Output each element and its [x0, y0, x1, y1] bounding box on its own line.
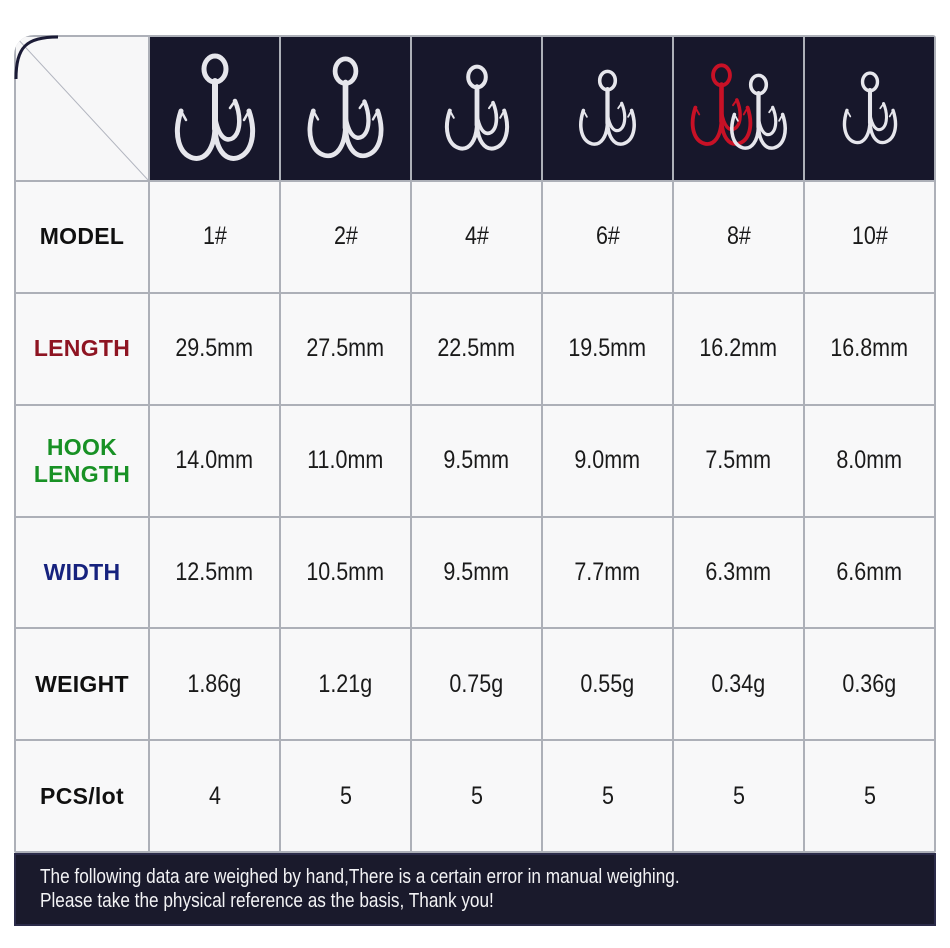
value-cell [805, 741, 934, 851]
column-header-hook-2 [281, 37, 410, 180]
weight-value: 0.75g [449, 669, 504, 698]
weight-value: 0.36g [842, 669, 897, 698]
spec-table [14, 35, 936, 853]
treble-hook-icon [723, 73, 794, 153]
value-cell [281, 741, 410, 851]
pcs-value: 4 [208, 781, 221, 810]
length-value: 29.5mm [175, 334, 254, 363]
hook-length-value: 9.0mm [574, 446, 641, 475]
value-cell [412, 294, 541, 404]
value-cell [412, 182, 541, 292]
value-cell [412, 629, 541, 739]
width-value: 10.5mm [306, 557, 385, 586]
footnote-bar [14, 853, 936, 926]
value-cell [805, 518, 934, 628]
value-cell [805, 406, 934, 516]
pcs-value: 5 [732, 781, 745, 810]
length-value: 19.5mm [568, 334, 647, 363]
value-cell [543, 741, 672, 851]
value-cell [412, 741, 541, 851]
pcs-value: 5 [863, 781, 876, 810]
treble-hook-icon [165, 53, 265, 165]
pcs-value: 5 [601, 781, 614, 810]
value-cell [805, 294, 934, 404]
value-cell [674, 406, 803, 516]
row-label-length: LENGTH [33, 335, 131, 362]
value-cell [412, 518, 541, 628]
row-label-hook-length: HOOK LENGTH [33, 433, 131, 487]
length-value: 27.5mm [306, 334, 385, 363]
value-cell [543, 518, 672, 628]
value-cell [281, 294, 410, 404]
model-value: 1# [202, 222, 227, 251]
value-cell [150, 406, 279, 516]
weight-value: 1.86g [187, 669, 242, 698]
value-cell [150, 294, 279, 404]
length-value: 22.5mm [437, 334, 516, 363]
footnote-line-1: The following data are weighed by hand,There is a certain error in manual weighing. [40, 866, 680, 888]
value-cell [150, 629, 279, 739]
footnote-line-2: Please take the physical reference as the basis, Thank you! [40, 890, 494, 912]
row-label-model: MODEL [39, 223, 125, 250]
corner-cell [16, 37, 148, 180]
value-cell [281, 406, 410, 516]
hook-length-value: 7.5mm [705, 446, 772, 475]
treble-hook-icon [298, 56, 393, 162]
column-header-hook-1 [150, 37, 279, 180]
width-value: 7.7mm [574, 557, 641, 586]
value-cell [543, 294, 672, 404]
treble-hook-icon [437, 64, 517, 154]
row-label-pcs: PCS/lot [40, 782, 124, 809]
hook-length-value: 14.0mm [175, 446, 254, 475]
pcs-value: 5 [339, 781, 352, 810]
row-label-width: WIDTH [43, 558, 121, 585]
model-value: 4# [464, 222, 489, 251]
model-value: 6# [595, 222, 620, 251]
model-value: 8# [726, 222, 751, 251]
length-value: 16.8mm [830, 334, 909, 363]
value-cell [674, 741, 803, 851]
column-header-hook-6 [543, 37, 672, 180]
value-cell [543, 406, 672, 516]
width-value: 12.5mm [175, 557, 254, 586]
column-header-hook-4 [412, 37, 541, 180]
length-value: 16.2mm [699, 334, 778, 363]
width-value: 9.5mm [443, 557, 510, 586]
value-cell [674, 629, 803, 739]
hook-pair [683, 63, 795, 155]
treble-hook-icon [836, 71, 904, 147]
value-cell [805, 182, 934, 292]
model-value: 10# [851, 222, 888, 251]
value-cell [543, 629, 672, 739]
value-cell [805, 629, 934, 739]
hook-length-value: 11.0mm [307, 446, 384, 475]
column-header-hook-10 [805, 37, 934, 180]
column-header-hook-8 [674, 37, 803, 180]
weight-value: 0.34g [711, 669, 766, 698]
value-cell [281, 518, 410, 628]
value-cell [281, 629, 410, 739]
pcs-value: 5 [470, 781, 483, 810]
value-cell [412, 406, 541, 516]
weight-value: 1.21g [318, 669, 373, 698]
value-cell [281, 182, 410, 292]
row-label-weight: WEIGHT [35, 670, 129, 697]
value-cell [150, 182, 279, 292]
hook-length-value: 8.0mm [836, 446, 903, 475]
treble-hook-icon [572, 69, 643, 149]
value-cell [150, 518, 279, 628]
value-cell [543, 182, 672, 292]
width-value: 6.6mm [836, 557, 903, 586]
width-value: 6.3mm [705, 557, 772, 586]
value-cell [674, 518, 803, 628]
value-cell [150, 741, 279, 851]
diagonal-line [16, 37, 148, 180]
value-cell [674, 294, 803, 404]
value-cell [674, 182, 803, 292]
weight-value: 0.55g [580, 669, 635, 698]
hook-length-value: 9.5mm [443, 446, 510, 475]
model-value: 2# [333, 222, 358, 251]
